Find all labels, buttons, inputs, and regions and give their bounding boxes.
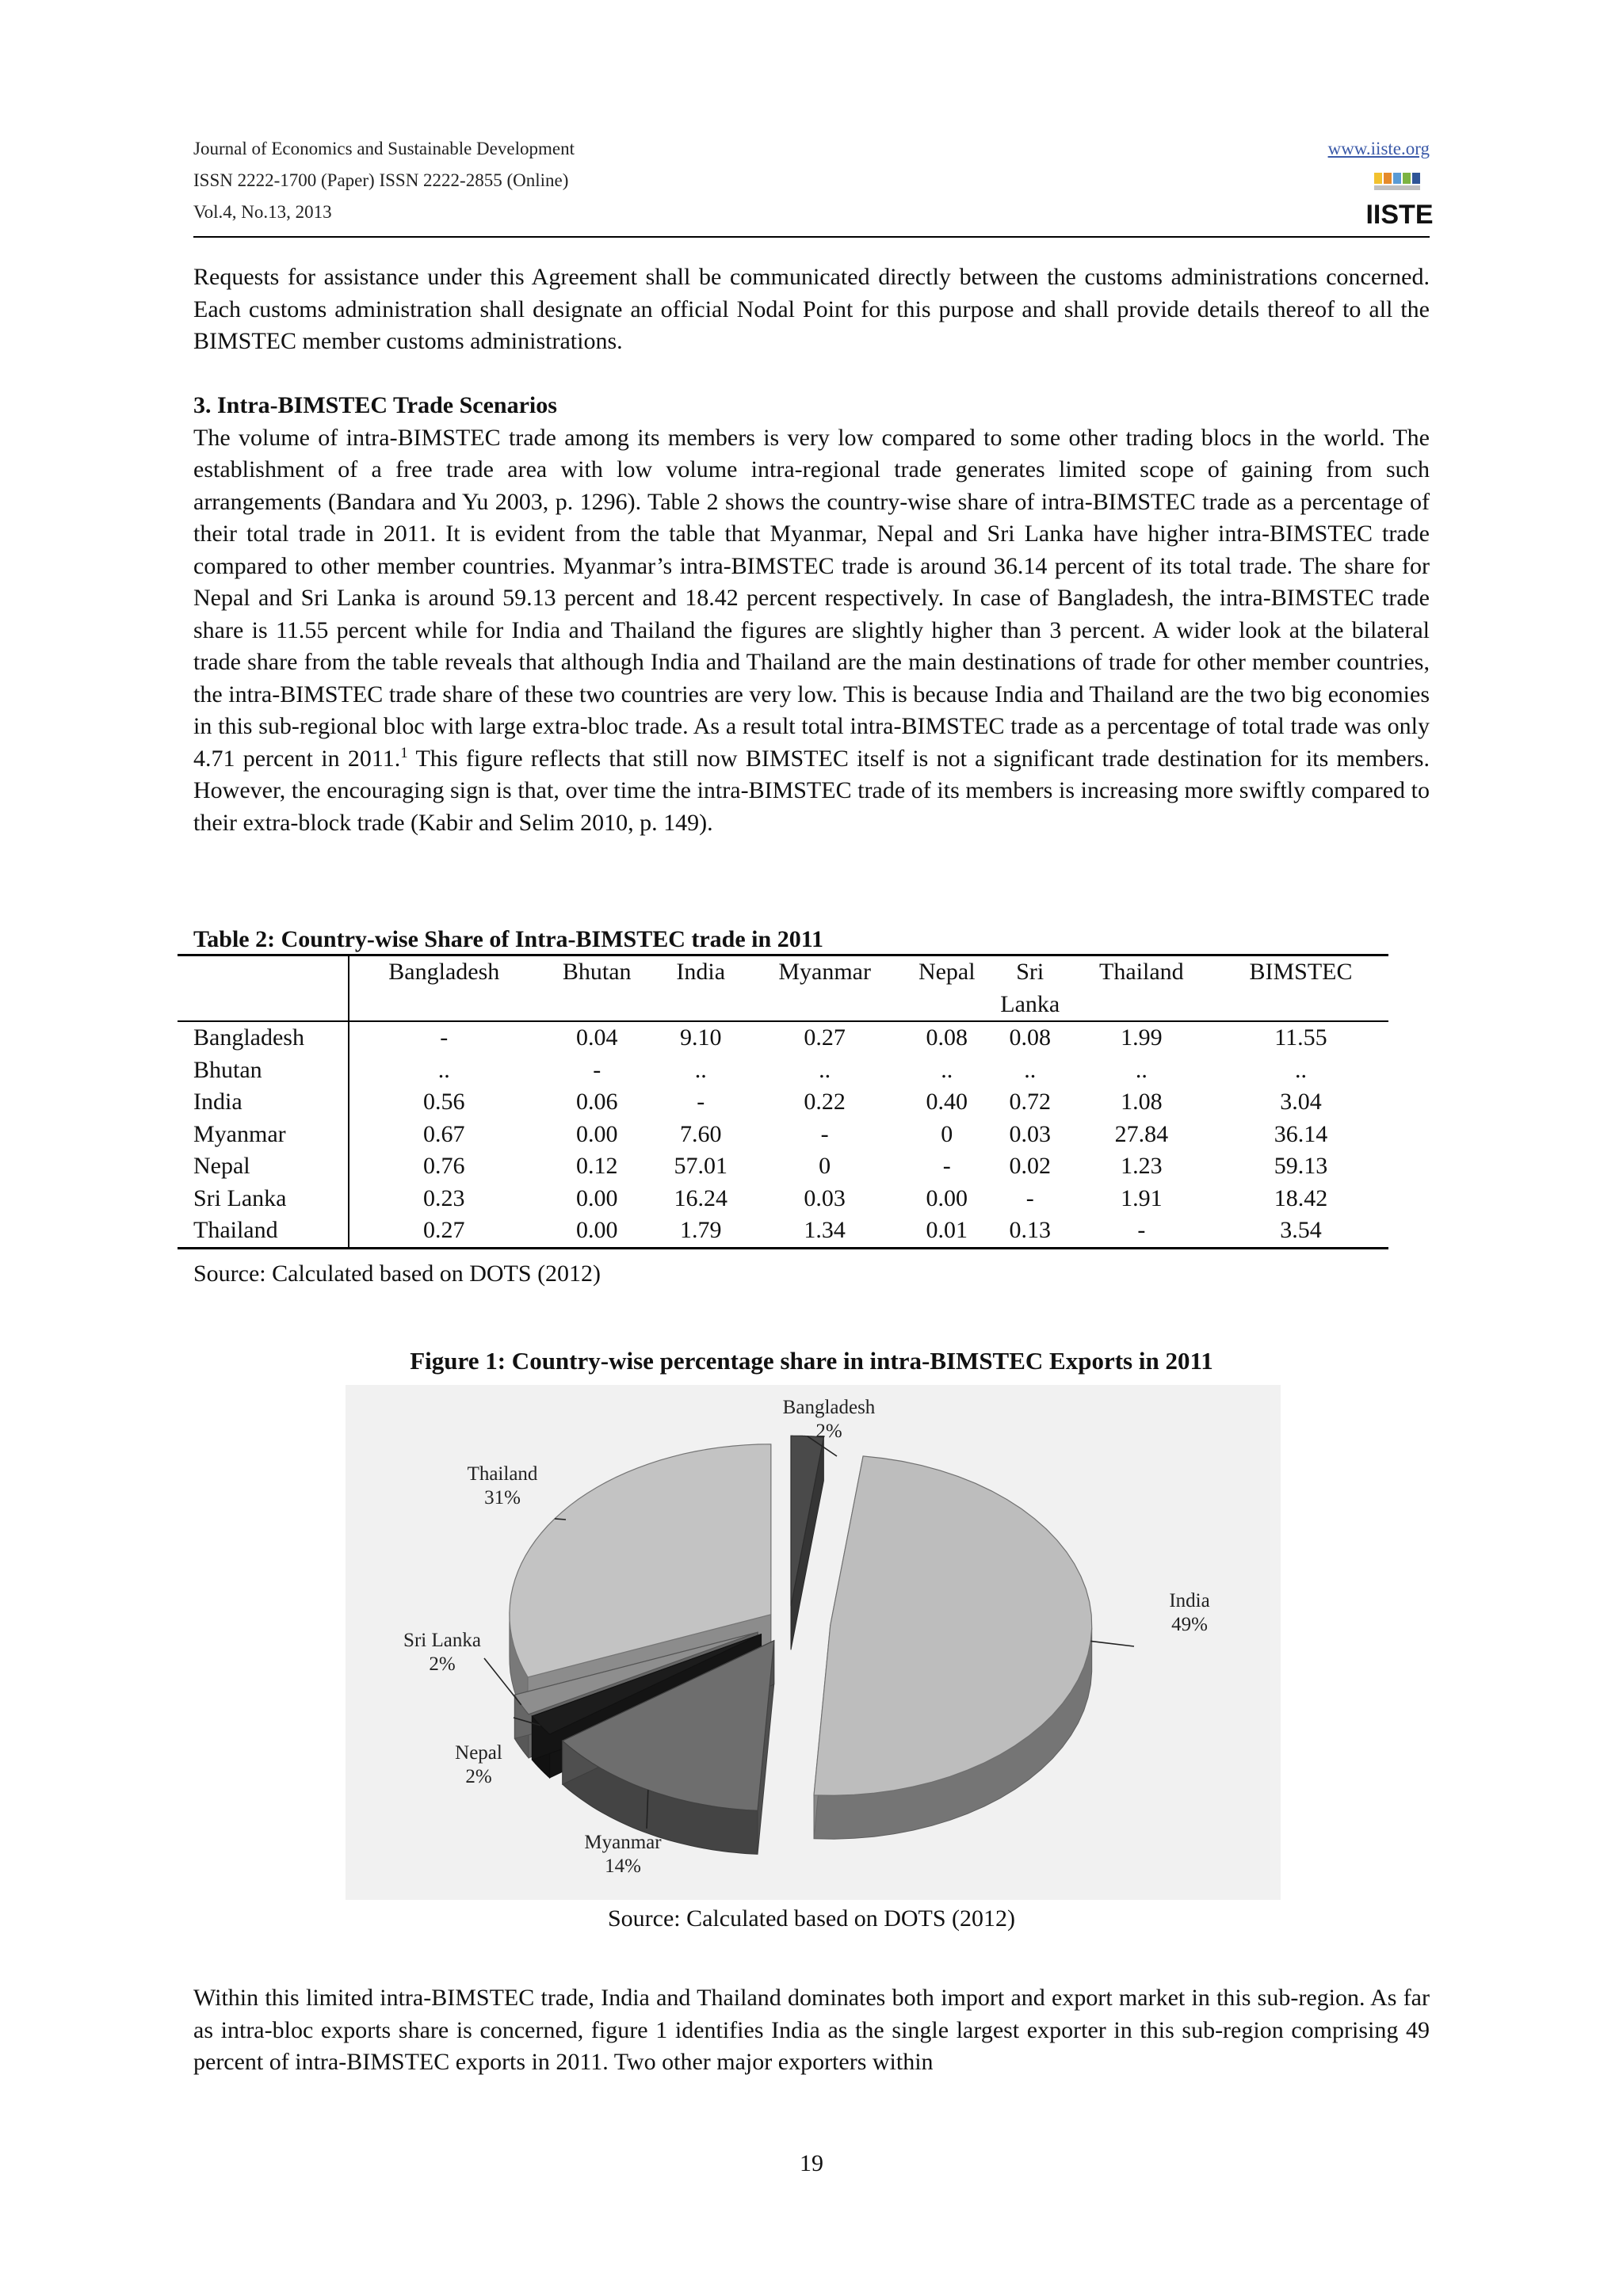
section-heading: 3. Intra-BIMSTEC Trade Scenarios [193,392,557,418]
table-cell: 7.60 [679,1120,722,1147]
row-label: Nepal [178,1150,349,1183]
table-cell: 0.40 [926,1089,968,1115]
table-cell: 0.02 [1009,1153,1052,1179]
table-cell: 0.22 [804,1089,846,1115]
journal-url-link[interactable]: www.iiste.org [1327,139,1430,158]
slice-label: Sri Lanka [403,1630,481,1651]
row-label: India [178,1086,349,1119]
table-corner [178,955,349,1022]
table-cell: 0.04 [575,1024,618,1051]
slice-value-label: 49% [1171,1614,1208,1635]
table-cell: - [593,1056,601,1083]
table-cell: 1.91 [1121,1184,1163,1211]
pie-slice-bangladesh [791,1436,823,1650]
table-cell: 1.23 [1121,1153,1163,1179]
slice-label: Myanmar [584,1832,662,1853]
table-cell: 11.55 [1274,1024,1327,1051]
page-number: 19 [800,2150,823,2176]
slice-value-label: 2% [815,1421,842,1442]
slice-label: Thailand [467,1463,538,1485]
slice-label: India [1169,1590,1210,1611]
header-rule [193,236,1430,238]
column-header: Thailand [1099,959,1184,985]
table-cell: 0.00 [575,1184,618,1211]
journal-volume: Vol.4, No.13, 2013 [193,202,332,222]
table-cell: .. [694,1056,707,1083]
section-text-b: This figure reflects that still now BIMSTEC itself is not a significant trade destination for its members. However, the encouraging sign is that, over time the intra-BIMSTEC trade of its members is increasing more swiftly compared to their extra-block trade (Kabir and Selim 2010, p. 149). [193,745,1430,836]
table-cell: 0.13 [991,1215,1070,1248]
row-label: Bhutan [178,1055,349,1087]
table-cell: 59.13 [1274,1153,1328,1179]
logo-text: IISTE [1365,200,1434,230]
table-cell: 0.23 [423,1184,465,1211]
table-row [178,1150,1388,1183]
table-cell: 16.24 [674,1184,727,1211]
journal-issn: ISSN 2222-1700 (Paper) ISSN 2222-2855 (Online) [193,170,569,190]
trade-share-table [178,954,1388,1249]
column-header: Nepal [918,959,976,985]
slice-value-label: 2% [465,1766,492,1787]
table-row [178,1021,1388,1055]
closing-paragraph [193,1982,1430,2079]
table-cell: 0.27 [804,1024,846,1051]
table-row [178,1215,1388,1248]
table-cell: 57.01 [674,1153,727,1179]
table-source: Source: Calculated based on DOTS (2012) [193,1261,601,1287]
table-cell: 3.54 [1213,1215,1388,1248]
table-title: Table 2: Country-wise Share of Intra-BIMSTEC trade in 2011 [193,926,824,952]
journal-name: Journal of Economics and Sustainable Development [193,139,575,158]
row-label: Myanmar [178,1119,349,1151]
table-cell: 0.06 [575,1089,618,1115]
table-row [178,1183,1388,1215]
table-cell: 1.08 [1121,1089,1163,1115]
slice-value-label: 2% [429,1653,456,1675]
iiste-logo [1365,171,1434,233]
table-cell: - [1070,1215,1213,1248]
row-label: Bangladesh [178,1021,349,1055]
leader-line [1090,1641,1134,1646]
table-cell: - [697,1089,705,1115]
closing-text: Within this limited intra-BIMSTEC trade, India and Thailand dominates both import and export market in this sub-region. As far as intra-bloc exports share is concerned, figure 1 identifies India as the single largest exporter in this sub-region comprising 49 percent of intra-BIMSTEC exports in 2011. Two other major exporters within [193,1985,1430,2075]
table-cell: 0.12 [575,1153,618,1179]
table-cell: 1.34 [747,1215,903,1248]
intro-paragraph [193,261,1430,358]
column-header: Sri Lanka [1000,959,1060,1017]
table-cell: .. [819,1056,831,1083]
table-cell: 1.79 [655,1215,747,1248]
leader-line [555,1519,566,1520]
slice-value-label: 14% [605,1855,641,1877]
table-row [178,1055,1388,1087]
column-header: Bangladesh [388,959,500,985]
table-cell: 36.14 [1274,1120,1328,1147]
pie-chart [346,1385,1281,1900]
column-header: Myanmar [778,959,871,985]
row-label: Thailand [178,1215,349,1248]
slice-value-label: 31% [484,1487,521,1508]
table-cell: .. [437,1056,450,1083]
pie-slice-top [791,1436,823,1606]
slice-label: Nepal [455,1742,502,1764]
pie-slice-india [814,1456,1092,1839]
pie-chart-svg [346,1385,1281,1900]
page-header [193,133,1434,238]
table-cell: .. [1024,1056,1037,1083]
table-cell: - [820,1120,829,1147]
table-cell: 0.00 [539,1215,655,1248]
table-cell: 0.08 [926,1024,968,1051]
table-cell: 0.56 [423,1089,465,1115]
slice-label: Bangladesh [782,1397,876,1418]
row-label: Sri Lanka [178,1183,349,1215]
table-cell: 27.84 [1114,1120,1169,1147]
table-cell: .. [941,1056,953,1083]
table-cell: 0.08 [1009,1024,1052,1051]
table-cell: 0 [941,1120,953,1147]
table-cell: - [1025,1184,1034,1211]
table-cell: 0.67 [423,1120,465,1147]
table-cell: 0.00 [926,1184,968,1211]
intro-text: Requests for assistance under this Agreement shall be communicated directly between the customs administrations concerned. Each customs administration shall designate an official Nodal Point for this purpose and shall provide details thereof to all the BIMSTEC member customs administrations. [193,264,1430,354]
table-cell: 0.03 [804,1184,846,1211]
column-header: BIMSTEC [1249,959,1353,985]
column-header: Bhutan [562,959,632,985]
figure-title: Figure 1: Country-wise percentage share in intra-BIMSTEC Exports in 2011 [410,1347,1213,1375]
table-row [178,1086,1388,1119]
footnote-mark[interactable]: 1 [400,744,408,761]
table-cell: 0.27 [349,1215,539,1248]
table-cell: 3.04 [1280,1089,1322,1115]
table-cell: 0.76 [423,1153,465,1179]
figure-source: Source: Calculated based on DOTS (2012) [607,1905,1016,1932]
table-cell: 9.10 [679,1024,722,1051]
table-cell: - [440,1024,449,1051]
table-cell: .. [1135,1056,1148,1083]
table-cell: 0.01 [903,1215,991,1248]
section-text-a: The volume of intra-BIMSTEC trade among its members is very low compared to some other trading blocs in the world. The establishment of a free trade area with low volume intra-regional trade generates limited scope of gaining from such arrangements (Bandara and Yu 2003, p. 1296). Table 2 shows the country-wise share of intra-BIMSTEC trade as a percentage of their total trade in 2011. It is evident from the table that Myanmar, Nepal and Sri Lanka have higher intra-BIMSTEC trade compared to other member countries. Myanmar’s intra-BIMSTEC trade is around 36.14 percent of its total trade. The share for Nepal and Sri Lanka is around 59.13 percent and 18.42 percent respectively. In case of Bangladesh, the intra-BIMSTEC trade share is 11.55 percent while for India and Thailand the figures are slightly higher than 3 percent. A wider look at the bilateral trade share from the table reveals that although India and Thailand are the main destinations of trade for other member countries, the intra-BIMSTEC trade share of these two countries are very low. This is because India and Thailand are the two big economies in this sub-regional bloc with large extra-bloc trade. As a result total intra-BIMSTEC trade as a percentage of total trade was only 4.71 percent in 2011. [193,424,1430,772]
table-row [178,1119,1388,1151]
table-cell: 0.72 [1009,1089,1052,1115]
table-cell: .. [1294,1056,1307,1083]
column-header: India [676,959,726,985]
table-cell: - [942,1153,951,1179]
table-cell: 0.00 [575,1120,618,1147]
section-paragraph [193,422,1430,840]
table-header-row [178,955,1388,1022]
section-3 [193,390,1430,839]
table-cell: 1.99 [1121,1024,1163,1051]
table-cell: 0.03 [1009,1120,1052,1147]
table-cell: 0 [819,1153,831,1179]
table-cell: 18.42 [1274,1184,1328,1211]
